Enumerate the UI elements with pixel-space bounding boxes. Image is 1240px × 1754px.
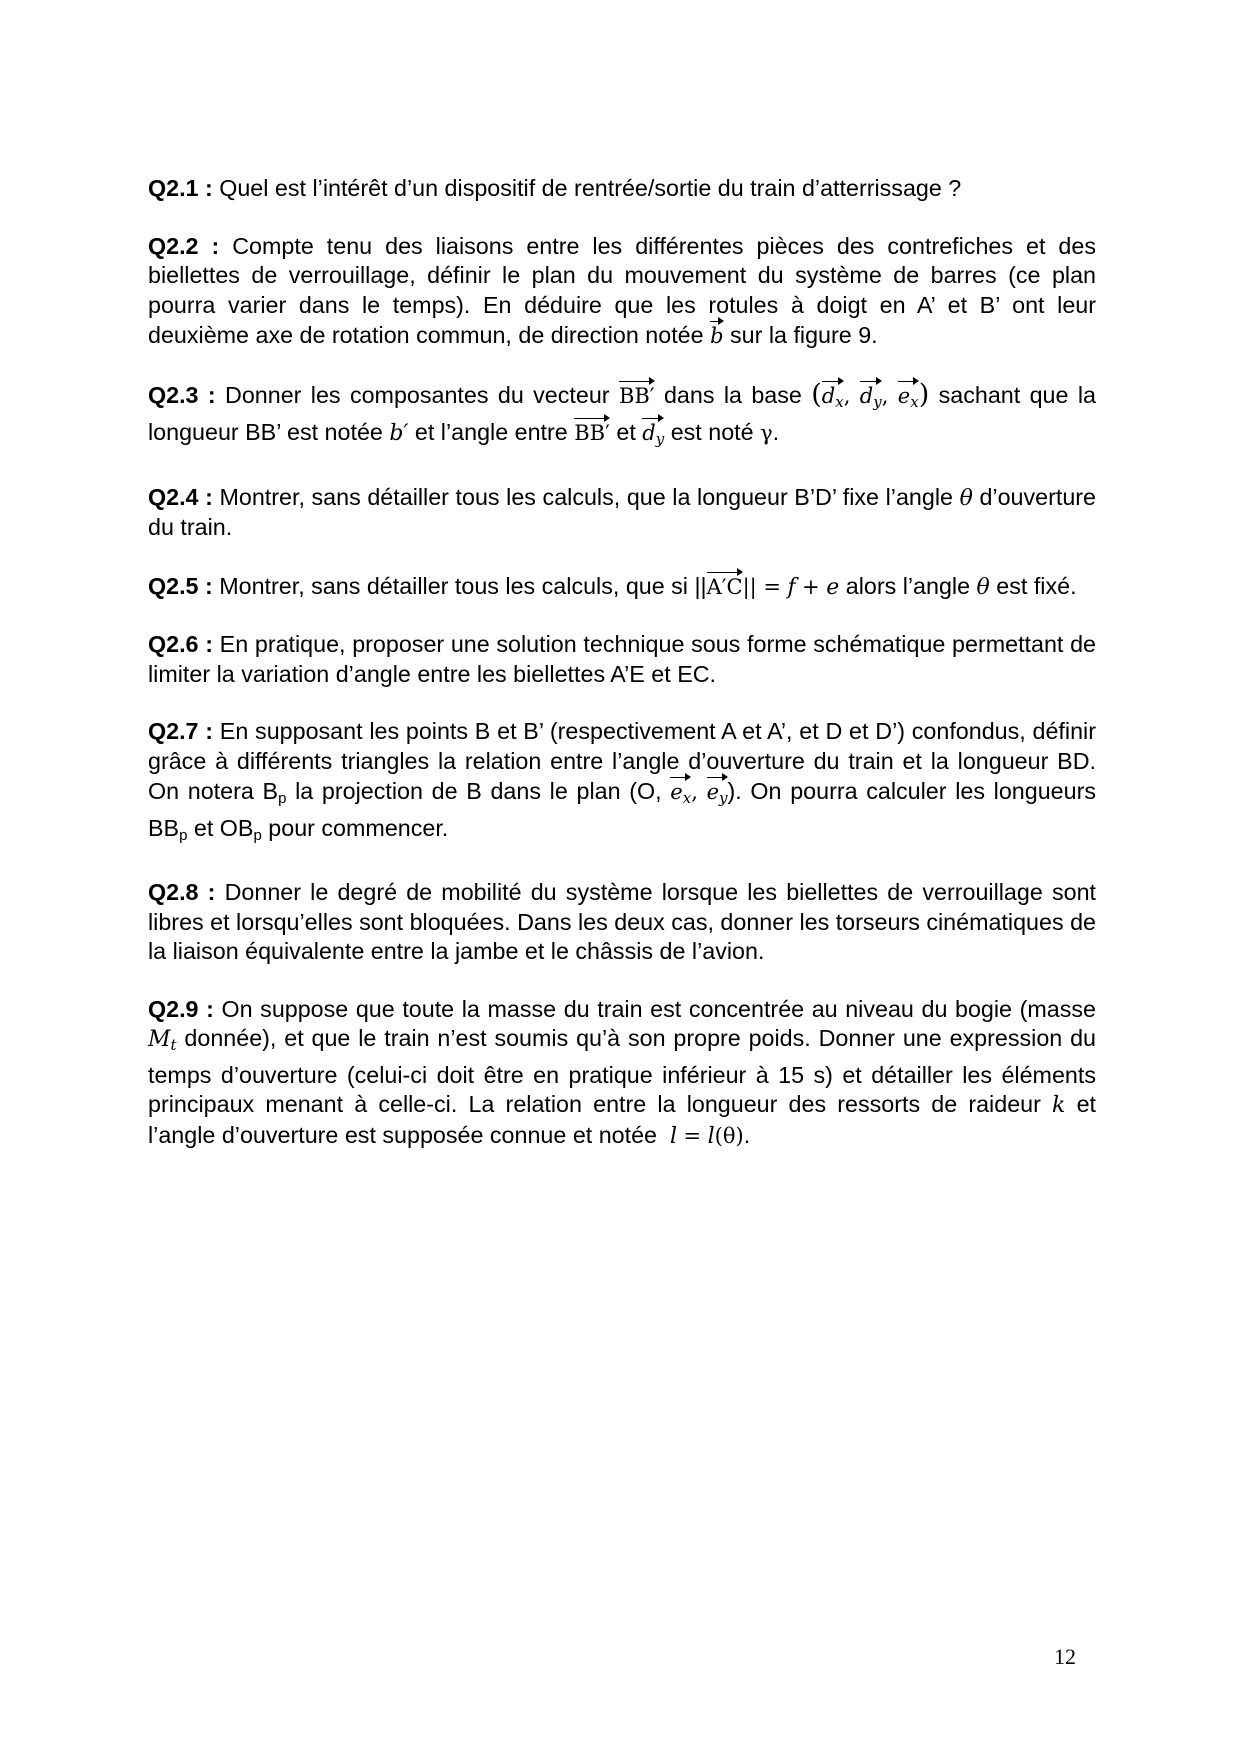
question-text: ). On pourra calculer les longueurs BB bbox=[148, 778, 1096, 841]
separator: , bbox=[881, 383, 889, 408]
question-text: et l’angle d’ouverture est supposée connue et notée bbox=[148, 1091, 1096, 1148]
separator: , bbox=[843, 383, 851, 408]
period: . bbox=[743, 1121, 751, 1148]
separator: , bbox=[691, 780, 698, 804]
question-label: Q2.3 : bbox=[148, 381, 216, 408]
question-2-9 bbox=[148, 995, 1096, 1152]
question-2-5 bbox=[148, 571, 1096, 603]
period: . bbox=[772, 419, 780, 445]
question-text: dans la base bbox=[663, 381, 802, 408]
vector-ex: $e_x$ bbox=[670, 776, 691, 814]
question-2-4 bbox=[148, 483, 1096, 543]
question-label: Q2.6 : bbox=[148, 631, 213, 657]
question-label: Q2.5 : bbox=[148, 572, 213, 599]
subscript-p: p bbox=[278, 790, 287, 807]
vector-dx: $d_x$ bbox=[822, 380, 844, 418]
vector-dy: $d_y$ bbox=[642, 417, 664, 455]
question-text: Montrer, sans détailler tous les calculs, que la longueur B’D’ fixe l’angle bbox=[219, 483, 953, 510]
vector-bb-prime: BB′ bbox=[574, 417, 610, 449]
question-text: d’ouverture du train. bbox=[148, 483, 1096, 540]
subscript-p: p bbox=[179, 826, 188, 844]
vector-bb-prime: BB′ bbox=[619, 380, 655, 412]
question-text: On suppose que toute la masse du train est concentrée au niveau du bogie (masse bbox=[221, 995, 1096, 1022]
symbol-f: f bbox=[787, 574, 796, 600]
symbol-gamma: γ bbox=[760, 421, 773, 445]
question-label: Q2.8 : bbox=[148, 879, 216, 905]
vector-dy: $d_y$ bbox=[860, 380, 882, 418]
question-text: et bbox=[616, 419, 636, 445]
symbol-theta: θ bbox=[976, 574, 990, 600]
question-text: sur la figure 9. bbox=[730, 322, 878, 348]
question-2-3 bbox=[148, 380, 1096, 455]
question-text: est noté bbox=[670, 419, 754, 445]
plus-sign: + bbox=[802, 574, 820, 599]
question-2-8 bbox=[148, 878, 1096, 967]
symbol-l: l bbox=[669, 1123, 678, 1149]
question-2-6 bbox=[148, 630, 1096, 689]
equals-sign: = bbox=[683, 1123, 702, 1148]
question-label: Q2.9 : bbox=[148, 995, 214, 1022]
question-text: sachant que la longueur BB’ est notée bbox=[148, 381, 1096, 445]
paren-open: ( bbox=[811, 378, 822, 410]
vector-ey: $e_y$ bbox=[707, 776, 728, 814]
symbol-theta: θ bbox=[959, 485, 973, 511]
question-text: la projection de B dans le plan (O, bbox=[295, 778, 662, 804]
symbol-mt: $M_t$ bbox=[148, 1027, 177, 1054]
question-label: Q2.4 : bbox=[148, 483, 213, 510]
vector-a-prime-c: A′C bbox=[707, 571, 743, 603]
question-text: donnée), et que le train n’est soumis qu’à son propre poids. Donner une expression du temps d’ouverture (celui-ci doit être en pratique inférieur à 15 s) et détailler les éléments principaux menant à celle-ci. La relation entre la longueur des ressorts de raideur bbox=[148, 1025, 1096, 1117]
question-2-2 bbox=[148, 232, 1096, 352]
vector-ex: $e_x$ bbox=[898, 380, 919, 418]
question-text: Donner les composantes du vecteur bbox=[225, 381, 610, 408]
question-text: pour commencer. bbox=[268, 814, 449, 841]
question-text: et l’angle entre bbox=[414, 419, 568, 445]
question-text: Montrer, sans détailler tous les calculs, que si || bbox=[219, 572, 707, 599]
question-text: est fixé. bbox=[996, 572, 1077, 599]
question-text: Compte tenu des liaisons entre les différentes pièces des contrefiches et des biellettes de verrouillage, définir le plan du mouvement du système de barres (ce plan pourra varier dans le temps). En déduire que les rotules à doigt en A’ et B’ ont leur deuxième axe de rotation commun, de direction notée bbox=[148, 232, 1096, 348]
paren-close: ) bbox=[918, 378, 930, 410]
question-label: Q2.1 : bbox=[148, 175, 213, 201]
question-text: alors l’angle bbox=[845, 572, 971, 599]
question-text: Quel est l’intérêt d’un dispositif de rentrée/sortie du train d’atterrissage ? bbox=[219, 175, 962, 201]
symbol-k: k bbox=[1052, 1093, 1066, 1118]
norm-equals: || = bbox=[742, 574, 781, 599]
page-number: 12 bbox=[1054, 1644, 1076, 1669]
symbol-l: l bbox=[707, 1123, 715, 1149]
subscript-p: p bbox=[253, 826, 262, 844]
question-2-7 bbox=[148, 717, 1096, 850]
vector-b: b bbox=[710, 320, 723, 352]
question-label: Q2.2 : bbox=[148, 232, 220, 259]
symbol-b-prime: b′ bbox=[389, 421, 409, 446]
question-label: Q2.7 : bbox=[148, 718, 214, 744]
question-list bbox=[148, 174, 1096, 1179]
question-2-1 bbox=[148, 174, 1096, 204]
question-text: Donner le degré de mobilité du système lorsque les biellettes de verrouillage sont libres et lorsqu’elles sont bloquées. Dans les deux cas, donner les torseurs cinématiques de la liaison équivalente entre la jambe et le châssis de l’avion. bbox=[148, 879, 1097, 964]
question-text: En supposant les points B et B’ (respectivement A et A’, et D et D’) confondus, définir grâce à différents triangles la relation entre l’angle d’ouverture du train et la longueur BD. On notera B bbox=[148, 718, 1096, 804]
function-argument: (θ) bbox=[714, 1123, 744, 1148]
question-text: et OB bbox=[193, 814, 254, 841]
question-text: En pratique, proposer une solution technique sous forme schématique permettant de limiter la variation d’angle entre les biellettes A’E et EC. bbox=[148, 631, 1097, 687]
symbol-e: e bbox=[826, 574, 840, 600]
